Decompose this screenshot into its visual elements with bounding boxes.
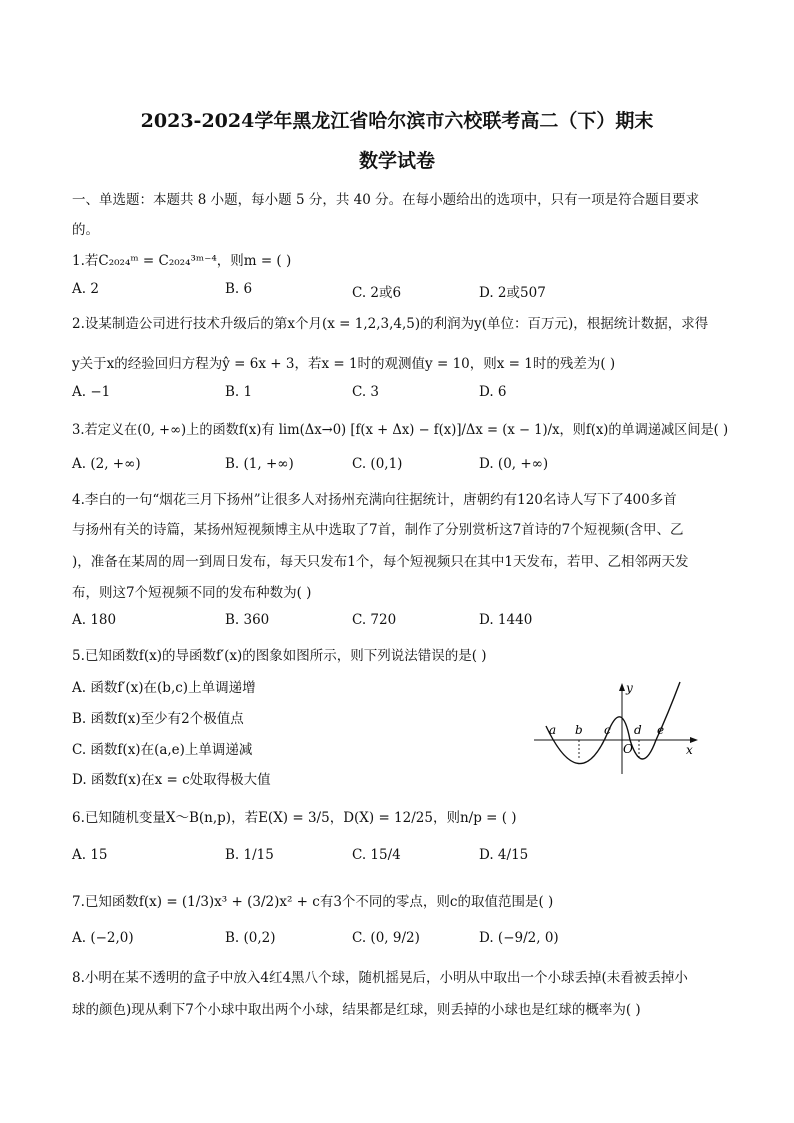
question-4-cont-1: 与扬州有关的诗篇，某扬州短视频博主从中选取了7首，制作了分别赏析这7首诗的7个短视频(含甲、乙 (72, 522, 684, 538)
q3-option-c[interactable]: C. (0,1) (352, 456, 403, 472)
y-axis-arrow-icon (619, 683, 625, 691)
point-a-label: a (549, 723, 557, 737)
section-heading: 一、单选题：本题共 8 小题，每小题 5 分，共 40 分。在每小题给出的选项中，只有一项是符合题目要求 (72, 192, 700, 208)
question-3: 3.若定义在(0, +∞)上的函数f(x)有 lim(Δx→0) [f(x + Δx) − f(x)]/Δx = (x − 1)/x，则f(x)的单调递减区间是( ) (72, 422, 729, 438)
point-d-label: d (634, 723, 642, 737)
q3-option-b[interactable]: B. (1, +∞) (225, 456, 294, 472)
q6-option-a[interactable]: A. 15 (72, 847, 108, 863)
question-2-cont: y关于x的经验回归方程为ŷ = 6x + 3，若x = 1时的观测值y = 10，则x = 1时的残差为( ) (72, 356, 616, 372)
q4-option-d[interactable]: D. 1440 (479, 612, 533, 628)
question-1: 1.若C₂₀₂₄ᵐ = C₂₀₂₄³ᵐ⁻⁴，则m = ( ) (72, 253, 292, 269)
q1-option-d[interactable]: D. 2或507 (479, 285, 546, 301)
q3-option-a[interactable]: A. (2, +∞) (72, 456, 141, 472)
exam-title: 2023-2024学年黑龙江省哈尔滨市六校联考高二（下）期末 (140, 110, 654, 132)
origin-label: O (623, 742, 633, 756)
q5-option-b[interactable]: B. 函数f(x)至少有2个极值点 (72, 711, 244, 727)
q2-option-d[interactable]: D. 6 (479, 384, 507, 400)
point-e-label: e (657, 723, 665, 737)
q4-option-b[interactable]: B. 360 (225, 612, 270, 628)
q6-option-c[interactable]: C. 15/4 (352, 847, 401, 863)
y-axis-label: y (626, 681, 633, 695)
q2-option-c[interactable]: C. 3 (352, 384, 380, 400)
q1-option-b[interactable]: B. 6 (225, 281, 253, 297)
q4-option-c[interactable]: C. 720 (352, 612, 397, 628)
question-8-cont: 球的颜色)现从剩下7个小球中取出两个小球，结果都是红球，则丢掉的小球也是红球的概率为( ) (72, 1002, 641, 1018)
q7-option-a[interactable]: A. (−2,0) (72, 930, 134, 946)
question-4-cont-3: 布，则这7个短视频不同的发布种数为( ) (72, 585, 312, 601)
q3-option-d[interactable]: D. (0, +∞) (479, 456, 549, 472)
q6-option-d[interactable]: D. 4/15 (479, 847, 529, 863)
q6-option-b[interactable]: B. 1/15 (225, 847, 274, 863)
x-axis-label: x (686, 743, 693, 757)
point-b-label: b (575, 723, 583, 737)
q7-option-b[interactable]: B. (0,2) (225, 930, 276, 946)
q5-option-d[interactable]: D. 函数f(x)在x = c处取得极大值 (72, 772, 271, 788)
q7-option-d[interactable]: D. (−9/2, 0) (479, 930, 559, 946)
q2-option-b[interactable]: B. 1 (225, 384, 253, 400)
question-6: 6.已知随机变量X～B(n,p)，若E(X) = 3/5，D(X) = 12/25，则n/p = ( ) (72, 810, 517, 826)
q2-option-a[interactable]: A. −1 (72, 384, 111, 400)
question-7: 7.已知函数f(x) = (1/3)x³ + (3/2)x² + c有3个不同的零点，则c的取值范围是( ) (72, 894, 554, 910)
q5-option-c[interactable]: C. 函数f(x)在(a,e)上单调递减 (72, 742, 253, 758)
q4-option-a[interactable]: A. 180 (72, 612, 117, 628)
section-heading-cont: 的。 (72, 222, 99, 238)
q1-option-c[interactable]: C. 2或6 (352, 285, 402, 301)
question-5: 5.已知函数f(x)的导函数f′(x)的图象如图所示，则下列说法错误的是( ) (72, 648, 487, 664)
question-4-cont-2: )，准备在某周的周一到周日发布，每天只发布1个，每个短视频只在其中1天发布，若甲、乙相邻两天发 (72, 554, 689, 570)
q1-option-a[interactable]: A. 2 (72, 281, 99, 297)
question-2: 2.设某制造公司进行技术升级后的第x个月(x = 1,2,3,4,5)的利润为y(单位：百万元)，根据统计数据，求得 (72, 316, 709, 332)
question-8: 8.小明在某不透明的盒子中放入4红4黑八个球，随机摇晃后，小明从中取出一个小球丢掉(未看被丢掉小 (72, 970, 688, 986)
derivative-graph (530, 678, 702, 774)
exam-subtitle: 数学试卷 (358, 150, 435, 172)
q5-option-a[interactable]: A. 函数f′(x)在(b,c)上单调递增 (72, 680, 256, 696)
question-4: 4.李白的一句“烟花三月下扬州”让很多人对扬州充满向往据统计，唐朝约有120名诗人写下了400多首 (72, 492, 677, 508)
q7-option-c[interactable]: C. (0, 9/2) (352, 930, 420, 946)
point-c-label: c (604, 723, 611, 737)
